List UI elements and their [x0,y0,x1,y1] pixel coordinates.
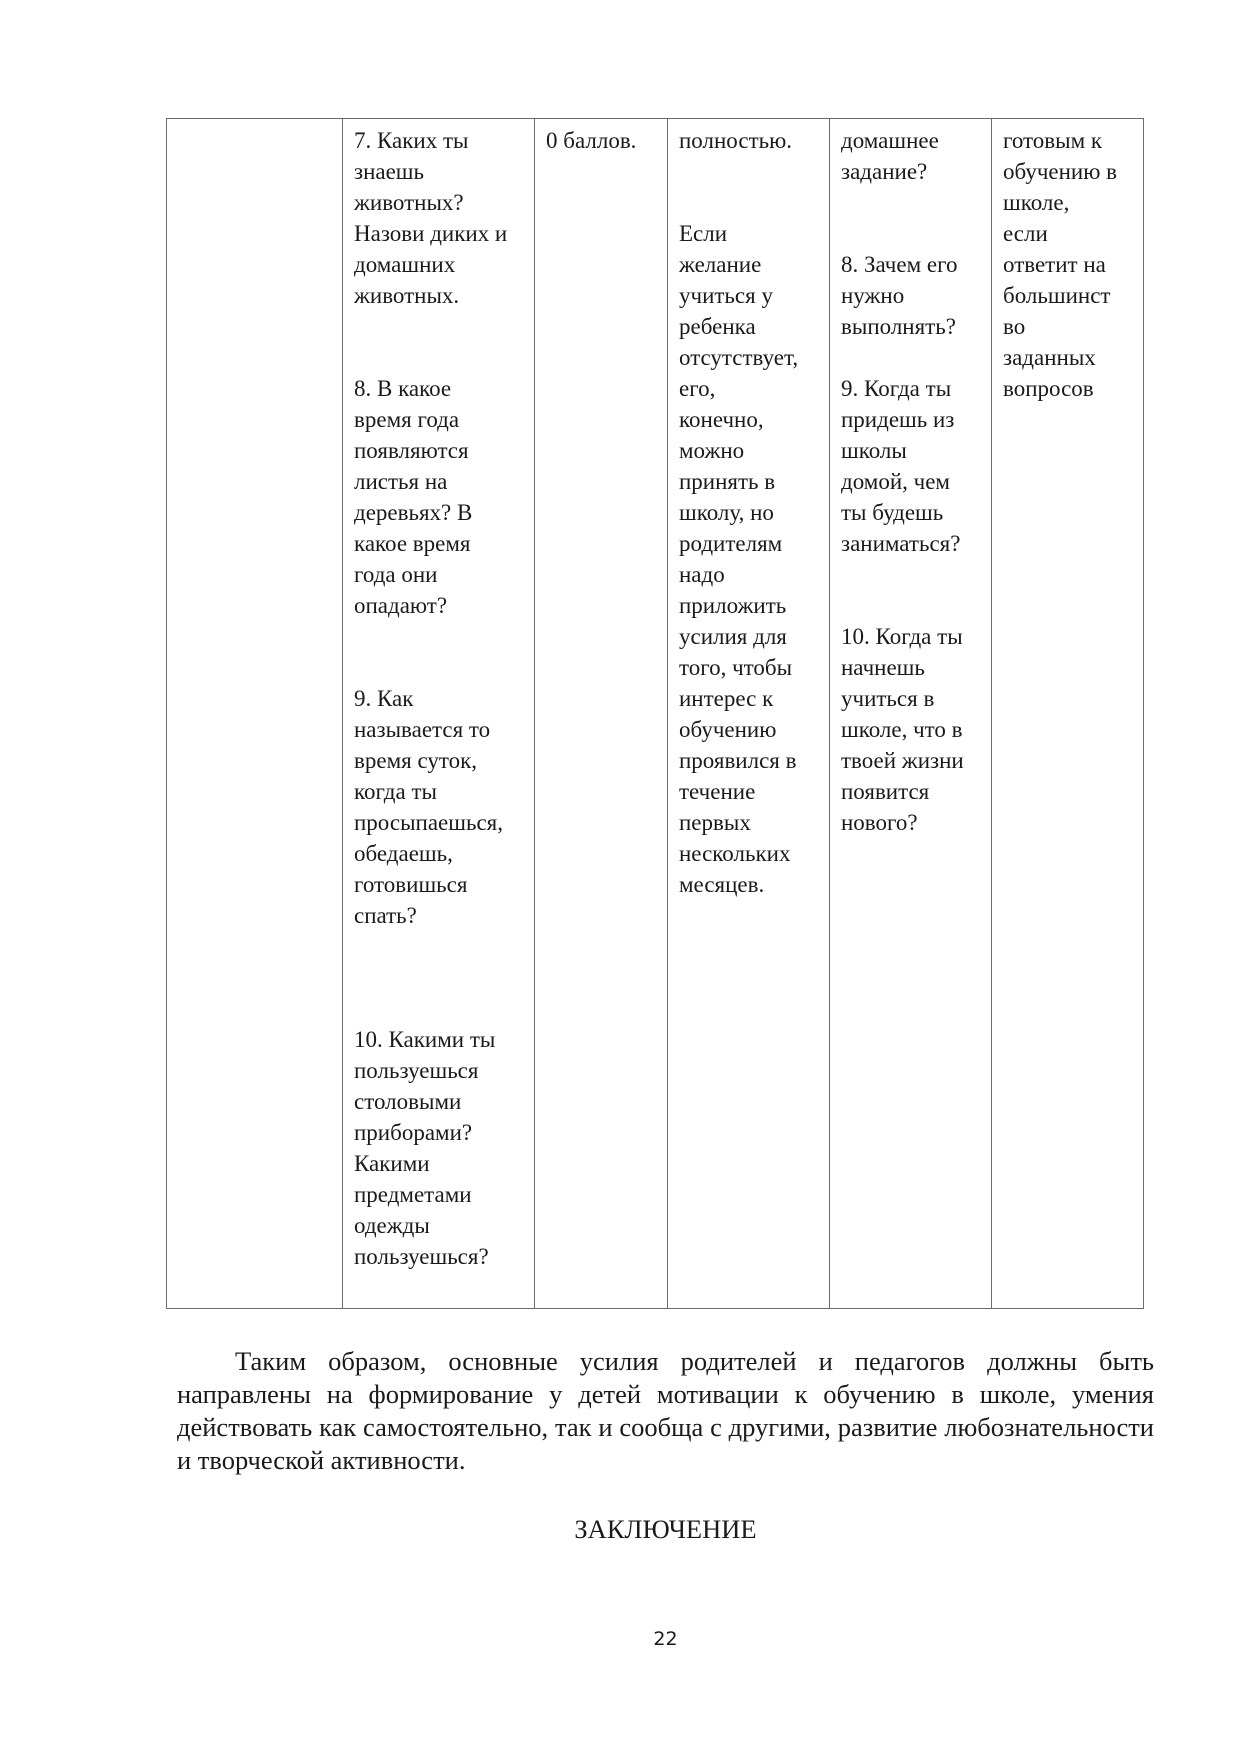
table-cell-score [535,119,668,1309]
cell-text: готовым к обучению в школе, если ответит на большинст во заданных вопросов [1003,128,1118,401]
table-cell-questions [343,119,535,1309]
table-row [167,119,1144,1309]
cell-text: 7. Каких ты знаешь животных? Назови диких и домашних животных. 8. В какое время года появляются листья на деревьях? В какое время года они опадают? 9. Как называется то время суток, когда ты просыпаешься, обедаешь, готовишься спать? 10. Какими ты пользуешься столовыми приборами? Какими предметами одежды пользуешься? [354,128,508,1269]
table-cell-description [668,119,830,1309]
table-cell-school-questions [830,119,992,1309]
body-paragraph: Таким образом, основные усилия родителей и педагогов должны быть направлены на формирование у детей мотивации к обучению в школе, умения действовать как самостоятельно, так и сообща с другими, развитие любознательности и творческой активности. [177,1346,1154,1475]
page-number: 22 [653,1628,678,1650]
cell-text: домашнее задание? 8. Зачем его нужно выполнять? 9. Когда ты придешь из школы домой, чем ты будешь заниматься? 10. Когда ты начнешь учиться в школе, что в твоей жизни появится нового? [841,128,964,835]
table-cell-col1 [167,119,343,1309]
cell-text: полностью. Если желание учиться у ребенка отсутствует, его, конечно, можно принять в школу, но родителям надо приложить усилия для того, чтобы интерес к обучению проявился в течение первых нескольких месяцев. [679,128,799,897]
cell-text: 0 баллов. [546,128,637,153]
section-heading: ЗАКЛЮЧЕНИЕ [574,1514,757,1544]
criteria-table [166,118,1144,1309]
table-cell-result [992,119,1144,1309]
